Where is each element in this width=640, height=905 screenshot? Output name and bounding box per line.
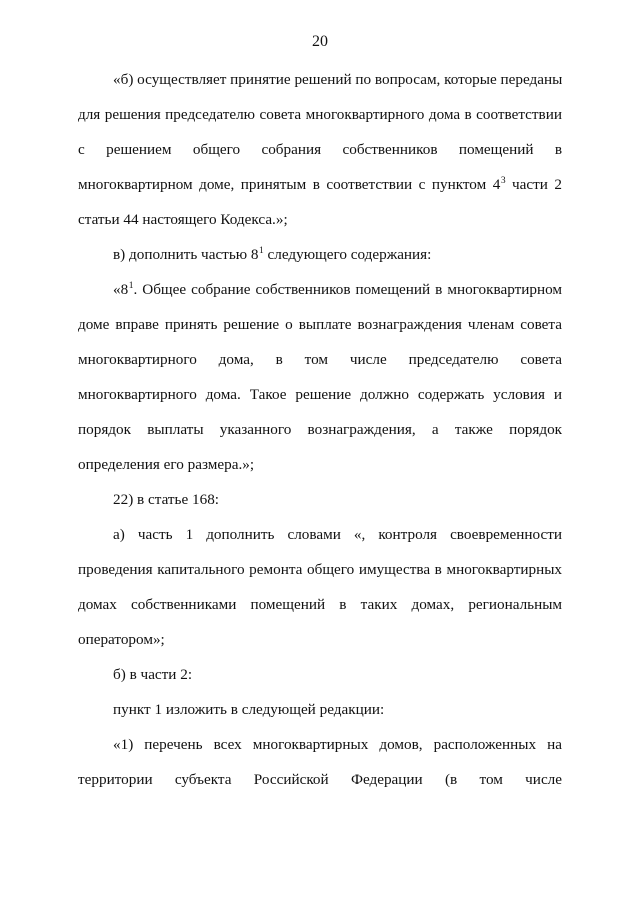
paragraph-2 (113, 245, 562, 267)
paragraph-5-line-4: оператором»; (78, 631, 165, 648)
text-segment: части 2 (505, 176, 562, 193)
word: в (339, 596, 347, 613)
word: совета (520, 351, 563, 368)
paragraph-5-line-1: а) часть 1 дополнить словами «, контроля своевременности (113, 526, 562, 543)
text-segment: . Общее собрание собственников помещений в многоквартирном (133, 281, 562, 298)
word: с (78, 141, 85, 158)
word: собственниками (131, 596, 237, 613)
word: Федерации (350, 771, 423, 788)
paragraph-4: 22) в статье 168: (113, 491, 220, 508)
word: том (479, 771, 503, 788)
paragraph-8-line-1: «1) перечень всех многоквартирных домов, расположенных на (113, 736, 562, 753)
paragraph-5-line-2: проведения капитального ремонта общего имущества в многоквартирных (78, 561, 562, 578)
word: также (454, 421, 493, 438)
word: общего (192, 141, 241, 158)
word: региональным (468, 596, 563, 613)
word: домах, (411, 596, 455, 613)
word: а (431, 421, 439, 438)
word: в (554, 141, 563, 158)
text-segment: следующего содержания: (263, 246, 432, 263)
paragraph-1-line-3 (78, 140, 562, 160)
word: числе (349, 351, 387, 368)
paragraph-3-line-4: многоквартирного дома. Такое решение должно содержать условия и (78, 386, 562, 403)
word: территории (78, 771, 153, 788)
word: собрания (261, 141, 322, 158)
word: собственников (342, 141, 438, 158)
paragraph-1-line-2: для решения председателю совета многоквартирного дома в соответствии (78, 106, 562, 123)
word: в (275, 351, 283, 368)
word: том (304, 351, 329, 368)
paragraph-1-line-1: «б) осуществляет принятие решений по вопросам, которые переданы (113, 71, 563, 88)
superscript: 1 (258, 246, 264, 256)
paragraph-1-line-5: статьи 44 настоящего Кодекса.»; (78, 211, 288, 228)
word: числе (525, 771, 562, 788)
paragraph-3-line-5 (78, 420, 562, 440)
text-segment: в) дополнить частью 8 (113, 246, 259, 263)
word: помещений (250, 596, 326, 613)
word: дома, (218, 351, 254, 368)
word: помещений (458, 141, 534, 158)
text-segment: «8 (113, 281, 129, 298)
word: (в (444, 771, 458, 788)
word: указанного (219, 421, 292, 438)
word: председателю (408, 351, 499, 368)
word: выплаты (147, 421, 204, 438)
paragraph-7: пункт 1 изложить в следующей редакции: (113, 701, 385, 718)
word: порядок (509, 421, 563, 438)
paragraph-3-line-2: доме вправе принять решение о выплате вознаграждения членам совета (78, 316, 562, 333)
page-number: 20 (312, 33, 328, 50)
paragraph-8-line-2 (78, 770, 562, 790)
paragraph-5-line-3 (78, 595, 562, 615)
word: таких (360, 596, 398, 613)
paragraph-3-line-6: определения его размера.»; (78, 456, 255, 473)
paragraph-6: б) в части 2: (113, 666, 193, 683)
paragraph-1-line-4 (78, 175, 562, 197)
paragraph-3-line-1 (113, 280, 562, 302)
word: многоквартирного (78, 351, 197, 368)
word: порядок (78, 421, 132, 438)
superscript: 3 (500, 176, 506, 186)
word: вознаграждения, (307, 421, 416, 438)
word: субъекта (174, 771, 232, 788)
paragraph-3-line-3 (78, 350, 562, 370)
text-segment: многоквартирном доме, принятым в соответствии с пунктом 4 (78, 176, 501, 193)
word: Российской (253, 771, 329, 788)
superscript: 1 (128, 281, 134, 291)
word: решением (106, 141, 172, 158)
word: домах (78, 596, 117, 613)
